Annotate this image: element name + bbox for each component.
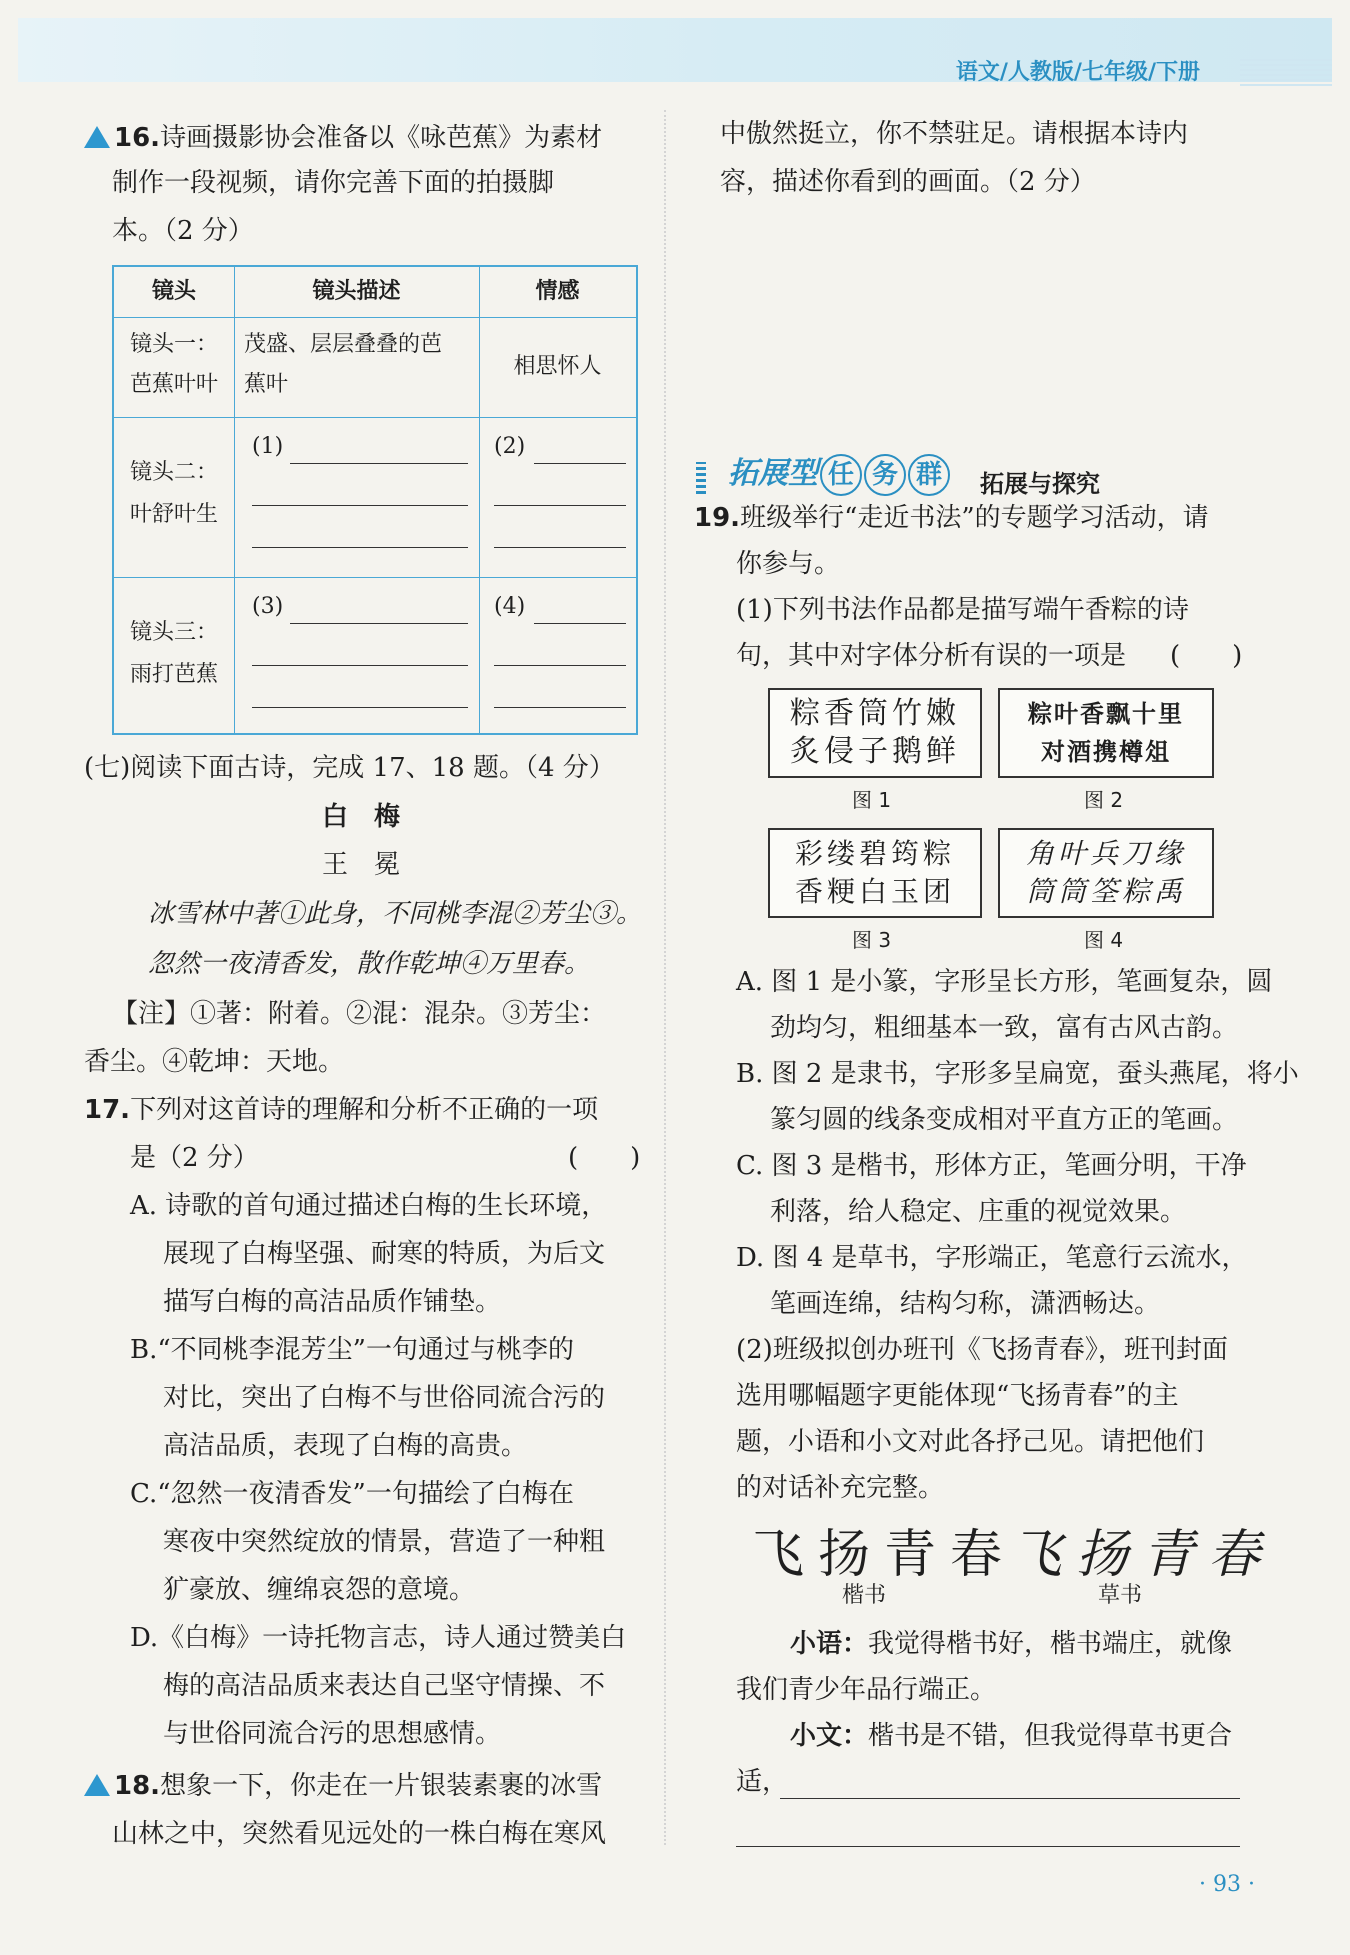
q17-option-a1: A. 诗歌的首句通过描述白梅的生长环境， — [130, 1191, 608, 1221]
blank-2-line-3[interactable] — [494, 547, 626, 548]
blank-1-line-2[interactable] — [252, 505, 468, 506]
dialogue-xiaoyu-1 — [790, 1624, 1232, 1664]
q17-option-c3: 犷豪放、缠绵哀怨的意境。 — [163, 1575, 476, 1605]
blank-1-label: (1) — [252, 434, 284, 459]
poem-author: 王 冕 — [322, 850, 401, 880]
blank-2-label: (2) — [494, 434, 526, 459]
q17-option-b2: 对比，突出了白梅不与世俗同流合污的 — [163, 1383, 606, 1413]
dialogue-xiaowen-2: 适， — [736, 1767, 789, 1797]
row1-emotion: 相思怀人 — [513, 354, 602, 379]
difficulty-triangle-icon — [84, 1774, 110, 1796]
dialogue-xiaoyu-2: 我们青少年品行端正。 — [736, 1675, 997, 1705]
label-kaishu: 楷书 — [842, 1583, 887, 1608]
poem-line2: 忽然一夜清香发，散作乾坤④万里春。 — [148, 949, 591, 979]
xiaoyu-text1: 我觉得楷书好，楷书端庄，就像 — [868, 1629, 1233, 1659]
blank-4-label: (4) — [494, 594, 526, 619]
speaker-xiaowen: 小文： — [790, 1721, 869, 1751]
q17-line1 — [84, 1090, 598, 1130]
blank-3-label: (3) — [252, 594, 284, 619]
banner-circle-1: 任 — [820, 454, 862, 496]
q17-stem1: 下列对这首诗的理解和分析不正确的一项 — [130, 1095, 599, 1125]
row1-shot-a: 镜头一： — [129, 332, 218, 357]
q19-number: 19. — [694, 503, 741, 533]
q19-option-d1: D. 图 4 是草书，字形端正，笔意行云流水， — [736, 1243, 1248, 1273]
q18-line1 — [84, 1766, 602, 1806]
q19-option-a1: A. 图 1 是小篆，字形呈长方形，笔画复杂，圆 — [736, 967, 1273, 997]
banner-subtitle: 拓展与探究 — [980, 470, 1100, 498]
xiaowen-text1: 楷书是不错，但我觉得草书更合 — [868, 1721, 1233, 1751]
banner-main: 拓展型 — [728, 456, 818, 491]
q17-option-b3: 高洁品质，表现了白梅的高贵。 — [163, 1431, 528, 1461]
row3-shot-a: 镜头三： — [129, 620, 218, 645]
expansion-task-banner — [728, 448, 950, 496]
blank-1-line-3[interactable] — [252, 547, 468, 548]
q19-option-a2: 劲均匀，粗细基本一致，富有古风古韵。 — [770, 1013, 1239, 1043]
q17-option-c1: C.“忽然一夜清香发”一句描绘了白梅在 — [130, 1479, 574, 1509]
q17-option-a2: 展现了白梅坚强、耐寒的特质，为后文 — [163, 1239, 606, 1269]
q19-part2-d: 的对话补充完整。 — [736, 1473, 945, 1503]
calligraphy-figure-1: 粽香筒竹嫩 炙侵子鹅鲜 — [768, 688, 982, 778]
speaker-xiaoyu: 小语： — [790, 1629, 869, 1659]
q16-line2: 制作一段视频，请你完善下面的拍摄脚 — [112, 168, 555, 198]
blank-4-line-3[interactable] — [494, 707, 626, 708]
banner-circle-3: 群 — [908, 454, 950, 496]
poem-note1: 【注】①著：附着。②混：混杂。③芳尘： — [112, 999, 607, 1029]
q16-text1: 诗画摄影协会准备以《咏芭蕉》为素材 — [160, 123, 603, 153]
q19-option-b1: B. 图 2 是隶书，字形多呈扁宽，蚕头燕尾，将小 — [736, 1059, 1299, 1089]
table-header-shot: 镜头 — [151, 278, 196, 304]
q17-option-d2: 梅的高洁品质来表达自己坚守情操、不 — [163, 1671, 606, 1701]
blank-3-line[interactable] — [290, 623, 468, 624]
q16-line3: 本。（2 分） — [112, 216, 254, 246]
table-header-desc: 镜头描述 — [312, 278, 401, 304]
blank-2-line[interactable] — [534, 463, 626, 464]
q17-option-a3: 描写白梅的高洁品质作铺垫。 — [163, 1287, 502, 1317]
q19-option-d2: 笔画连绵，结构匀称，潇洒畅达。 — [770, 1289, 1161, 1319]
poem-note2: 香尘。④乾坤：天地。 — [84, 1047, 345, 1077]
q19-part2-b: 选用哪幅题字更能体现“飞扬青春”的主 — [736, 1381, 1179, 1411]
row2-shot-b: 叶舒叶生 — [129, 502, 218, 527]
calligraphy-figure-3: 彩缕碧筠粽 香粳白玉团 — [768, 828, 982, 918]
banner-circle-2: 务 — [864, 454, 906, 496]
figure-2-label: 图 2 — [1084, 788, 1124, 812]
q17-option-b1: B.“不同桃李混芳尘”一句通过与桃李的 — [130, 1335, 574, 1365]
figure-1-label: 图 1 — [852, 788, 892, 812]
q18-line3: 中傲然挺立，你不禁驻足。请根据本诗内 — [720, 119, 1189, 149]
q17-option-d1: D.《白梅》一诗托物言志，诗人通过赞美白 — [130, 1623, 627, 1653]
blank-3-line-3[interactable] — [252, 707, 468, 708]
calligraphy-figure-4: 角叶兵刀缘 筒筒筌粽禹 — [998, 828, 1214, 918]
calligraphy-kaishu: 飞扬青春 — [752, 1525, 1017, 1585]
poem-line1: 冰雪林中著①此身，不同桃李混②芳尘③。 — [148, 899, 643, 929]
blank-2-line-2[interactable] — [494, 505, 626, 506]
section7-intro: (七)阅读下面古诗，完成 17、18 题。（4 分） — [84, 753, 615, 783]
row1-desc-a: 茂盛、层层叠叠的芭 — [244, 332, 443, 357]
header-title: 语文/人教版/七年级/下册 — [955, 60, 1200, 85]
blank-1-line[interactable] — [290, 463, 468, 464]
column-divider — [664, 110, 666, 1845]
header-decoration — [1240, 58, 1332, 86]
q19-option-b2: 篆匀圆的线条变成相对平直方正的笔画。 — [770, 1105, 1239, 1135]
q18-line2: 山林之中，突然看见远处的一株白梅在寒风 — [112, 1819, 607, 1849]
blank-4-line[interactable] — [534, 623, 626, 624]
row2-shot-a: 镜头二： — [129, 460, 218, 485]
row1-shot-b: 芭蕉叶叶 — [129, 372, 218, 397]
poem-title: 白 梅 — [322, 802, 401, 832]
row1-desc-b: 蕉叶 — [244, 372, 289, 397]
q17-answer-paren[interactable]: ( ) — [568, 1143, 641, 1173]
q19-answer-line-1[interactable] — [780, 1798, 1240, 1799]
q19-option-c1: C. 图 3 是楷书，形体方正，笔画分明，干净 — [736, 1151, 1247, 1181]
q19-option-c2: 利落，给人稳定、庄重的视觉效果。 — [770, 1197, 1187, 1227]
q19-part2-c: 题，小语和小文对此各抒己见。请把他们 — [736, 1427, 1205, 1457]
q17-option-d3: 与世俗同流合污的思想感情。 — [163, 1719, 502, 1749]
row3-shot-b: 雨打芭蕉 — [129, 662, 218, 687]
q19-line1 — [694, 498, 1209, 538]
table-header-emotion: 情感 — [535, 278, 580, 304]
calligraphy-caoshu: 飞扬青春 — [1010, 1525, 1275, 1585]
difficulty-triangle-icon — [84, 126, 110, 148]
label-caoshu: 草书 — [1098, 1583, 1143, 1608]
blank-3-line-2[interactable] — [252, 665, 468, 666]
dialogue-xiaowen-1 — [790, 1716, 1232, 1756]
q19-part2-a: (2)班级拟创办班刊《飞扬青春》，班刊封面 — [736, 1335, 1228, 1365]
q17-stem2: 是（2 分） — [130, 1143, 259, 1173]
q19-answer-paren[interactable]: ( ) — [1170, 641, 1243, 671]
page-number: · 93 · — [1199, 1872, 1255, 1897]
shooting-script-table — [112, 265, 638, 735]
q19-line2: 你参与。 — [736, 549, 841, 579]
q19-answer-line-2[interactable] — [736, 1846, 1240, 1847]
q16-line1 — [84, 118, 602, 158]
q18-line4: 容，描述你看到的画面。（2 分） — [720, 167, 1096, 197]
q18-number: 18. — [114, 1771, 161, 1801]
q19-text1: 班级举行“走近书法”的专题学习活动，请 — [740, 503, 1209, 533]
figure-4-label: 图 4 — [1084, 928, 1124, 952]
q19-part1-b: 句，其中对字体分析有误的一项是 — [736, 641, 1127, 671]
banner-stripe-icon — [696, 462, 706, 494]
q19-part1-a: (1)下列书法作品都是描写端午香粽的诗 — [736, 595, 1189, 625]
figure-3-label: 图 3 — [852, 928, 892, 952]
calligraphy-figure-2: 粽叶香飘十里 对酒携樽俎 — [998, 688, 1214, 778]
q16-number: 16. — [114, 123, 161, 153]
blank-4-line-2[interactable] — [494, 665, 626, 666]
q17-number: 17. — [84, 1095, 131, 1125]
q18-text1: 想象一下，你走在一片银装素裹的冰雪 — [160, 1771, 603, 1801]
q17-option-c2: 寒夜中突然绽放的情景，营造了一种粗 — [163, 1527, 606, 1557]
